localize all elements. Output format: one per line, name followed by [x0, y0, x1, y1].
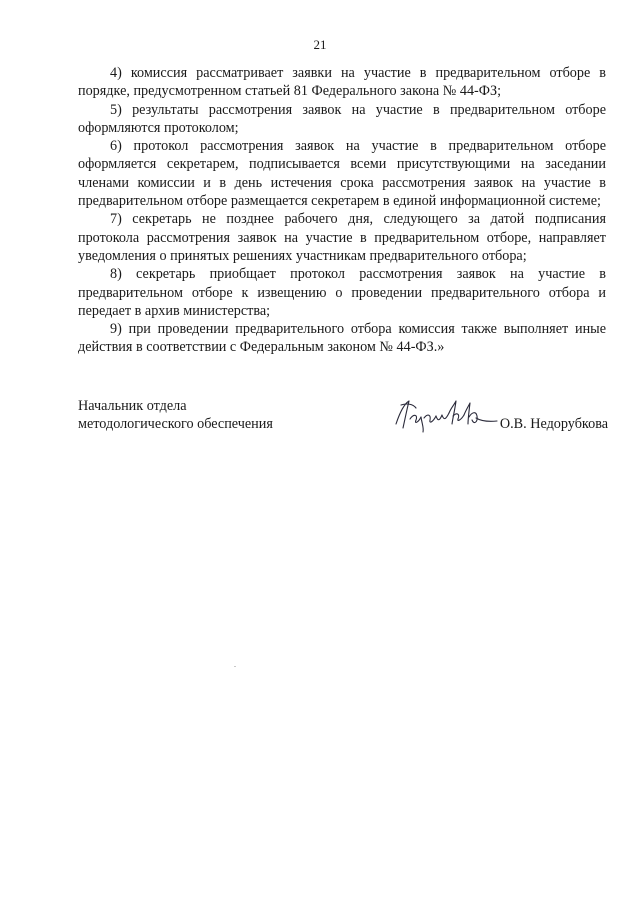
- signatory-title: [78, 397, 338, 434]
- signatory-name: О.В. Недорубкова: [499, 416, 608, 432]
- handwritten-signature-icon: [392, 397, 500, 435]
- paragraph-item-4: 4) комиссия рассматривает заявки на участие в предварительном отборе в порядке, предусмотренном статьей 81 Федерального закона № 44-ФЗ;: [78, 65, 606, 100]
- paragraph-item-7: 7) секретарь не позднее рабочего дня, следующего за датой подписания протокола рассмотрения заявок на участие в предварительном отборе, направляет уведомления о принятых решениях участникам предварительного отбора;: [78, 211, 606, 264]
- page-number: 21: [313, 37, 327, 52]
- paragraph-item-5: 5) результаты рассмотрения заявок на участие в предварительном отборе оформляются протоколом;: [78, 101, 606, 136]
- document-body: [78, 64, 606, 357]
- paragraph-item-6: 6) протокол рассмотрения заявок на участие в предварительном отборе оформляется секретарем, подписывается всеми присутствующими на заседании членами комиссии и в день истечения срока рассмотрения заявок на участие в предварительном отборе размещается секретарем в единой информационной системе;: [78, 138, 606, 210]
- paragraph-item-9: 9) при проведении предварительного отбора комиссия также выполняет иные действия в соответствии с Федеральным законом № 44-ФЗ.»: [78, 321, 606, 356]
- scan-artifact: [234, 666, 236, 667]
- signatory-title-line2: методологического обеспечения: [78, 416, 273, 433]
- signature-block: [78, 397, 608, 447]
- paragraph-item-8: 8) секретарь приобщает протокол рассмотрения заявок на участие в предварительном отборе к извещению о проведении предварительного отбора и передает в архив министерства;: [78, 266, 606, 319]
- signatory-title-line1: Начальник отдела: [78, 398, 187, 414]
